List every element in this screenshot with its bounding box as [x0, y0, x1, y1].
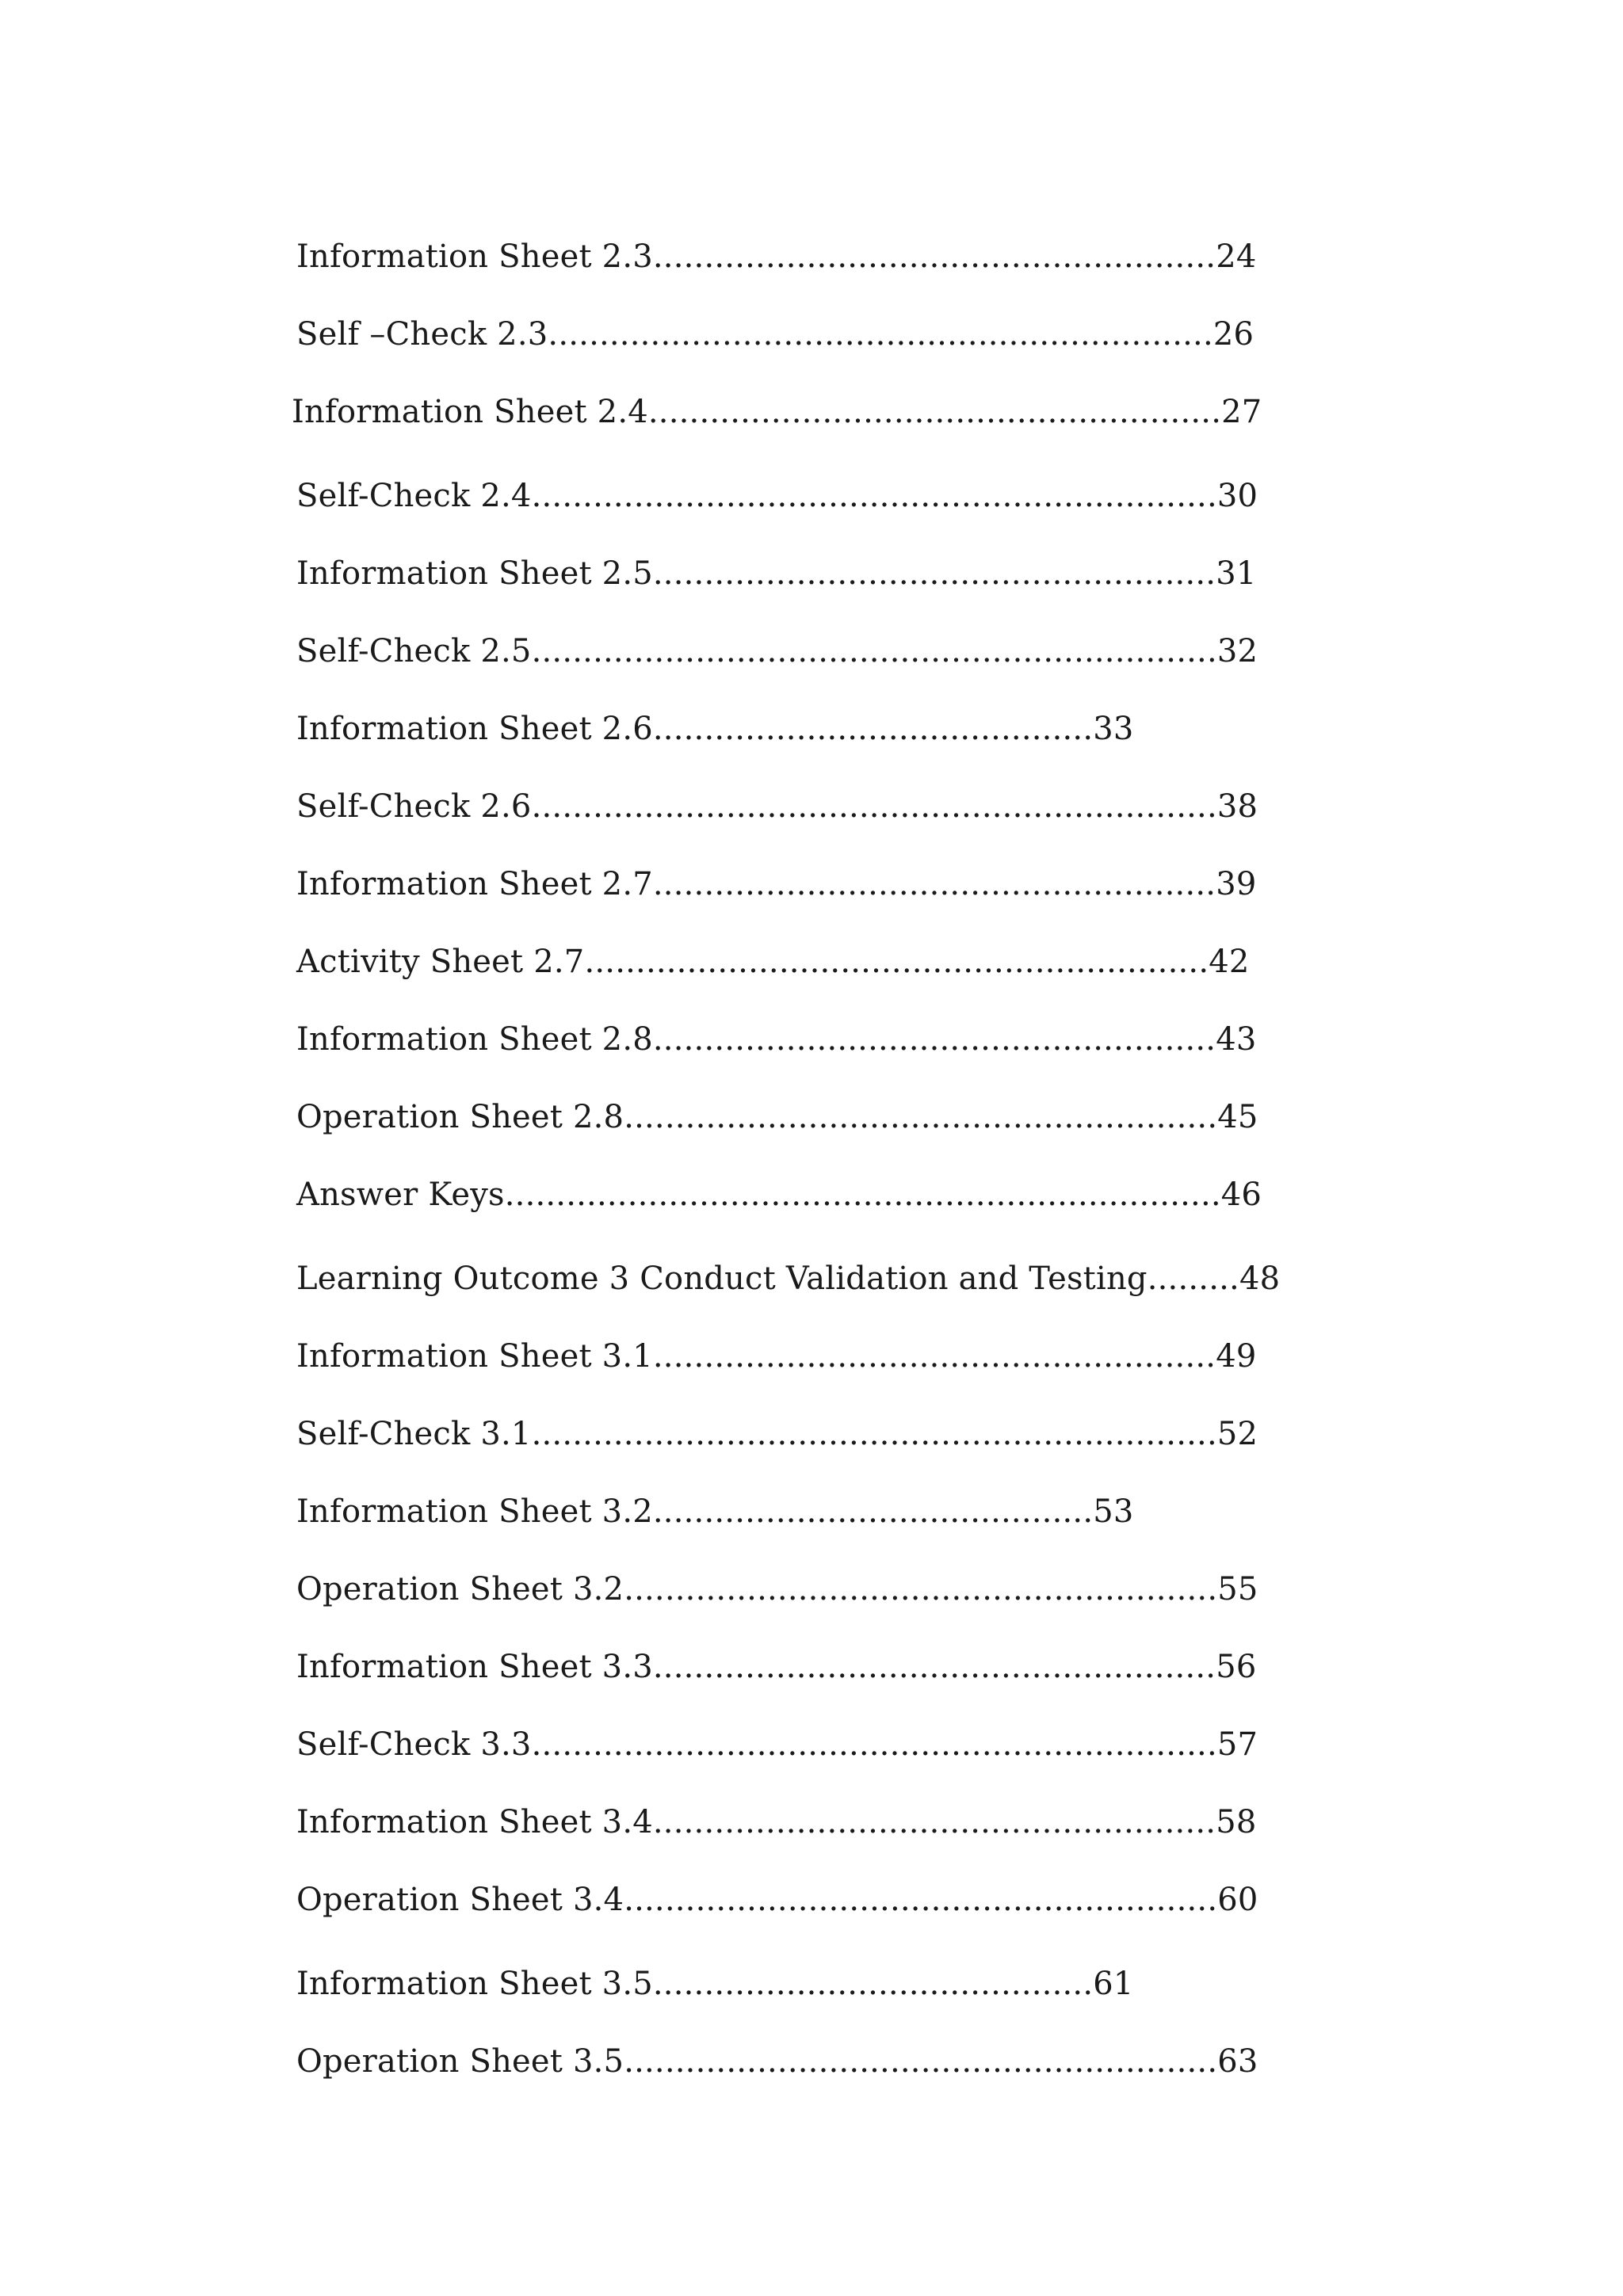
toc-entry-leader: ............................................................. — [584, 944, 1209, 980]
toc-entry — [296, 1016, 1257, 1063]
toc-entry-title: Operation Sheet 3.4 — [296, 1882, 624, 1918]
toc-entry — [296, 1960, 1134, 2008]
toc-entry-page: 49 — [1216, 1338, 1257, 1375]
toc-entry-leader: ...................................................................... — [504, 1177, 1221, 1213]
toc-entry-leader: ....................................................... — [652, 1338, 1216, 1375]
toc-entry-leader: ........................................................ — [647, 394, 1222, 430]
toc-entry — [296, 938, 1250, 986]
toc-entry — [296, 1721, 1258, 1768]
toc-entry-page: 46 — [1220, 1177, 1262, 1213]
toc-entry-leader: ....................................................... — [652, 555, 1216, 592]
toc-entry-leader: ....................................................... — [652, 1021, 1216, 1058]
toc-entry-leader: ................................................................... — [531, 1416, 1217, 1452]
toc-entry-leader: ........................................... — [652, 1493, 1094, 1530]
toc-entry-leader: ....................................................... — [652, 1649, 1216, 1685]
toc-entry-page: 31 — [1216, 555, 1257, 592]
toc-entry-title: Information Sheet 3.2 — [296, 1493, 653, 1530]
toc-entry-title: Self –Check 2.3 — [296, 316, 548, 353]
toc-entry-page: 38 — [1216, 788, 1258, 825]
toc-entry-title: Answer Keys — [296, 1177, 505, 1213]
toc-entry-leader: ................................................................... — [531, 633, 1217, 669]
toc-entry — [296, 860, 1257, 908]
toc-entry-title: Operation Sheet 3.5 — [296, 2043, 624, 2080]
toc-entry-title: Information Sheet 2.4 — [292, 394, 648, 430]
toc-entry-page: 45 — [1217, 1099, 1258, 1135]
toc-entry-leader: ........................................... — [652, 1966, 1094, 2002]
toc-entry — [296, 1798, 1257, 1846]
toc-entry-title: Information Sheet 3.5 — [296, 1966, 653, 2002]
toc-entry-leader: ......... — [1147, 1261, 1239, 1297]
toc-entry-leader: ................................................................... — [531, 478, 1217, 514]
toc-entry-page: 57 — [1216, 1726, 1258, 1763]
toc-entry — [296, 1171, 1262, 1219]
toc-entry-page: 63 — [1217, 2043, 1258, 2080]
toc-entry-title: Information Sheet 2.7 — [296, 866, 653, 902]
toc-entry-leader: ................................................................... — [531, 1726, 1217, 1763]
toc-entry-page: 27 — [1221, 394, 1262, 430]
toc-entry-leader: ....................................................... — [652, 1804, 1216, 1840]
toc-entry-leader: .......................................................... — [624, 2043, 1218, 2080]
toc-entry — [296, 783, 1258, 830]
toc-entry-page: 55 — [1217, 1571, 1258, 1608]
toc-entry — [296, 627, 1258, 675]
toc-entry-page: 61 — [1093, 1966, 1134, 2002]
toc-entry-leader: ....................................................... — [652, 238, 1216, 275]
toc-entry-page: 33 — [1093, 711, 1134, 747]
toc-entry — [296, 233, 1257, 280]
toc-entry — [296, 1566, 1258, 1613]
toc-entry — [296, 472, 1258, 520]
toc-entry-page: 43 — [1216, 1021, 1257, 1058]
toc-entry-title: Self-Check 3.3 — [296, 1726, 532, 1763]
toc-entry-leader: ........................................... — [652, 711, 1094, 747]
toc-entry-title: Activity Sheet 2.7 — [296, 944, 585, 980]
toc-entry-leader: .......................................................... — [624, 1882, 1218, 1918]
toc-entry-page: 39 — [1216, 866, 1257, 902]
toc-entry — [296, 1488, 1134, 1535]
toc-entry — [296, 1093, 1258, 1141]
toc-entry-title: Information Sheet 2.5 — [296, 555, 653, 592]
toc-entry-title: Information Sheet 2.3 — [296, 238, 653, 275]
toc-entry — [296, 1410, 1258, 1458]
toc-entry-page: 26 — [1212, 316, 1254, 353]
toc-entry-page: 60 — [1217, 1882, 1258, 1918]
toc-entry — [292, 388, 1262, 436]
toc-entry — [296, 705, 1134, 753]
toc-entry-page: 58 — [1216, 1804, 1257, 1840]
toc-entry-leader: ................................................................... — [531, 788, 1217, 825]
toc-entry-page: 56 — [1216, 1649, 1257, 1685]
toc-entry — [296, 550, 1257, 597]
toc-entry-title: Self-Check 2.5 — [296, 633, 532, 669]
toc-entry-page: 32 — [1216, 633, 1258, 669]
toc-entry-leader: ................................................................. — [548, 316, 1213, 353]
toc-entry-title: Information Sheet 2.6 — [296, 711, 653, 747]
toc-entry-title: Self-Check 2.4 — [296, 478, 532, 514]
toc-entry-title: Self-Check 2.6 — [296, 788, 532, 825]
toc-entry — [296, 2038, 1258, 2085]
toc-entry-title: Self-Check 3.1 — [296, 1416, 532, 1452]
toc-entry-title: Information Sheet 3.4 — [296, 1804, 653, 1840]
toc-entry-leader: ....................................................... — [652, 866, 1216, 902]
toc-entry — [296, 1255, 1280, 1302]
toc-entry-leader: .......................................................... — [624, 1099, 1218, 1135]
toc-entry — [296, 1643, 1257, 1691]
toc-entry-page: 48 — [1239, 1261, 1281, 1297]
toc-entry — [296, 1333, 1257, 1380]
toc-entry-page: 30 — [1216, 478, 1258, 514]
toc-entry-page: 53 — [1093, 1493, 1134, 1530]
toc-entry-leader: .......................................................... — [624, 1571, 1218, 1608]
toc-entry — [296, 1876, 1258, 1924]
toc-entry-page: 42 — [1209, 944, 1250, 980]
toc-entry — [296, 311, 1254, 358]
toc-entry-page: 24 — [1216, 238, 1257, 275]
toc-entry-title: Learning Outcome 3 Conduct Validation and Testing — [296, 1261, 1148, 1297]
toc-entry-title: Information Sheet 3.1 — [296, 1338, 653, 1375]
toc-entry-title: Operation Sheet 3.2 — [296, 1571, 624, 1608]
toc-entry-title: Information Sheet 3.3 — [296, 1649, 653, 1685]
toc-entry-page: 52 — [1216, 1416, 1258, 1452]
toc-entry-title: Information Sheet 2.8 — [296, 1021, 653, 1058]
toc-entry-title: Operation Sheet 2.8 — [296, 1099, 624, 1135]
